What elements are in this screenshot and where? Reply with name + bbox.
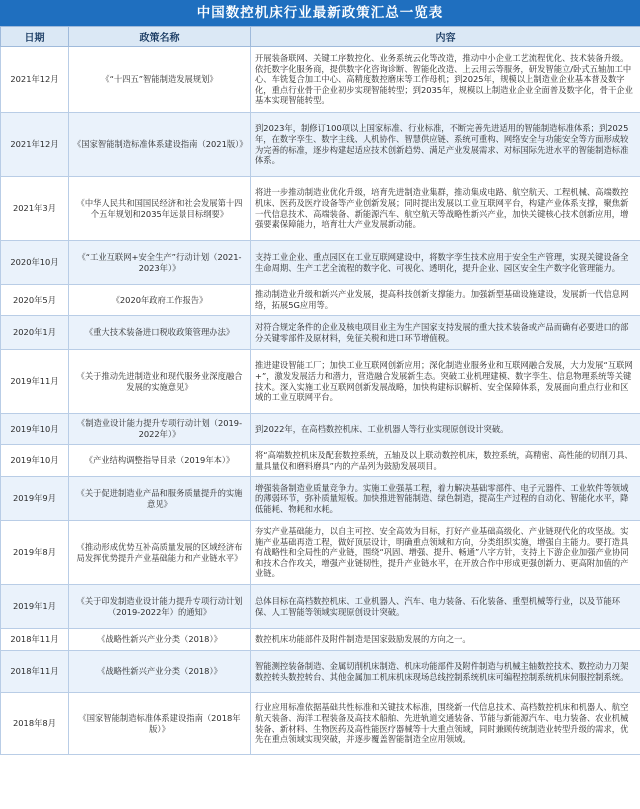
table-body: [1, 47, 640, 755]
date-cell: 2020年5月: [1, 285, 69, 316]
date-cell: 2021年3月: [1, 177, 69, 241]
content-cell: 开展装备联网、关键工序数控化、业务系统云化等改造，推动中小企业工艺流程优化、技术装备升级。依托数字化服务商，提供数字化咨询诊断、智能化改造、上云用云等服务，研发智能立/卧式五轴加工中心、车铣复合加工中心、高精度数控磨床等工作母机；到2025年，规模以上制造业企业基本普及数字化，重点行业骨干企业初步实现智能转型；到2035年，规模以上制造业企业全面普及数字化，骨干企业基本实现智能转型。: [251, 47, 640, 113]
content-cell: 支持工业企业、重点园区在工业互联网建设中，将数字孪生技术应用于安全生产管理，实现关键设备全生命周期、生产工艺全流程的数字化、可视化、透明化，提升企业、园区安全生产数字化管理能力。: [251, 241, 640, 285]
content-cell: 智能测控装备制造、金属切削机床制造、机床功能部件及附件制造与机械主轴数控技术、数控动力刀架数控转头数控转台、其他金属加工机床机床现场总线控制系统机床可编程控制系统机床伺服控制系统。: [251, 651, 640, 693]
date-cell: 2020年10月: [1, 241, 69, 285]
content-cell: 到2023年，制修订100项以上国家标准、行业标准，不断完善先进适用的智能制造标准体系；到2025年，在数字孪生、数字主线、人机协作、智慧供应链、系统可重构、网络安全与功能安全等方面形成较为完善的标准，逐步构建起适应技术创新趋势、满足产业发展需求、对标国际先进水平的智能制造标准体系。: [251, 113, 640, 177]
table-header-row: [1, 27, 640, 47]
table-row: [1, 629, 640, 651]
table-row: [1, 316, 640, 350]
table-row: [1, 350, 640, 414]
table-row: [1, 651, 640, 693]
header-date: 日期: [1, 27, 69, 47]
table-row: [1, 285, 640, 316]
date-cell: 2019年8月: [1, 521, 69, 585]
content-cell: 夯实产业基础能力，以自主可控、安全高效为目标，打好产业基础高级化、产业链现代化的攻坚战。实施产业基础再造工程，做好顶层设计，明确重点领域和方向，分类组织实施，增强自主能力。要打造具有战略性和全局性的产业链，围绕“巩固、增强、提升、畅通”八字方针，支持上下游企业加强产业协同和技术合作攻关，增强产业链韧性，提升产业链水平，在开放合作中形成更强创新力、更高附加值的产业链。: [251, 521, 640, 585]
table-row: [1, 241, 640, 285]
policy-name-cell: 《战略性新兴产业分类（2018）》: [69, 629, 251, 651]
date-cell: 2019年9月: [1, 477, 69, 521]
content-cell: 行业应用标准依据基础共性标准和关键技术标准，围绕新一代信息技术、高档数控机床和机器人、航空航天装备、海洋工程装备及高技术船舶、先进轨道交通装备、节能与新能源汽车、电力装备、农业机械装备、新材料、生物医药及高性能医疗器械等十大重点领域，同时兼顾传统制造业转型升级的需求，优先在重点领域实现突破，并逐步覆盖智能制造全应用领域。: [251, 693, 640, 755]
date-cell: 2018年11月: [1, 651, 69, 693]
date-cell: 2019年10月: [1, 414, 69, 445]
content-cell: 总体目标在高档数控机床、工业机器人、汽车、电力装备、石化装备、重型机械等行业，以及节能环保、人工智能等领域实现原创设计突破。: [251, 585, 640, 629]
table-row: [1, 177, 640, 241]
content-cell: 推动制造业升级和新兴产业发展，提高科技创新支撑能力。加强新型基础设施建设，发展新一代信息网络，拓展5G应用等。: [251, 285, 640, 316]
policy-name-cell: 《国家智能制造标准体系建设指南（2018年版）》: [69, 693, 251, 755]
content-cell: 将“高端数控机床及配套数控系统，五轴及以上联动数控机床，数控系统，高精密、高性能的切削刀具、量具量仪和磨料磨具”内的产品列为鼓励发展项目。: [251, 445, 640, 477]
policy-name-cell: 《关于推动先进制造业和现代服务业深度融合发展的实施意见》: [69, 350, 251, 414]
header-content: 内容: [251, 27, 640, 47]
policy-name-cell: 《关于印发制造业设计能力提升专项行动计划（2019-2022年）的通知》: [69, 585, 251, 629]
policy-table: [0, 26, 640, 755]
table-row: [1, 693, 640, 755]
policy-name-cell: 《制造业设计能力提升专项行动计划（2019-2022年）》: [69, 414, 251, 445]
table-row: [1, 521, 640, 585]
table-row: [1, 47, 640, 113]
table-row: [1, 585, 640, 629]
header-policy-name: 政策名称: [69, 27, 251, 47]
table-row: [1, 414, 640, 445]
date-cell: 2020年1月: [1, 316, 69, 350]
content-cell: 推进建设智能工厂；加快工业互联网创新应用；深化制造业服务业和互联网融合发展，大力发展“互联网+”，激发发展活力和潜力，营造融合发展新生态。突破工业机理建模、数字孪生、信息物理系统等关键技术。深入实施工业互联网创新发展战略，加快构建标识解析、安全保障体系，发展面向重点行业和区域的工业互联网平台。: [251, 350, 640, 414]
table-row: [1, 477, 640, 521]
content-cell: 对符合规定条件的企业及核电项目业主为生产国家支持发展的重大技术装备或产品而确有必要进口的部分关键零部件及原材料，免征关税和进口环节增值税。: [251, 316, 640, 350]
table-row: [1, 113, 640, 177]
policy-name-cell: 《关于促进制造业产品和服务质量提升的实施意见》: [69, 477, 251, 521]
date-cell: 2018年11月: [1, 629, 69, 651]
policy-name-cell: 《重大技术装备进口税收政策管理办法》: [69, 316, 251, 350]
date-cell: 2019年1月: [1, 585, 69, 629]
policy-name-cell: 《“十四五”智能制造发展规划》: [69, 47, 251, 113]
content-cell: 将进一步推动制造业优化升级，培育先进制造业集群，推动集成电路、航空航天、工程机械、高端数控机床、医药及医疗设备等产业创新发展；同时提出发展以工业互联网平台，构建产业体系支撑，聚焦新一代信息技术、高端装备、新能源汽车、航空航天等战略性新兴产业，加快关键核心技术创新应用，增强要素保障能力，培育壮大产业发展新动能。: [251, 177, 640, 241]
policy-name-cell: 《产业结构调整指导目录（2019年本）》: [69, 445, 251, 477]
policy-name-cell: 《战略性新兴产业分类（2018）》: [69, 651, 251, 693]
date-cell: 2019年11月: [1, 350, 69, 414]
policy-name-cell: 《中华人民共和国国民经济和社会发展第十四个五年规划和2035年远景目标纲要》: [69, 177, 251, 241]
table-row: [1, 445, 640, 477]
policy-name-cell: 《“工业互联网+安全生产”行动计划（2021-2023年）》: [69, 241, 251, 285]
date-cell: 2019年10月: [1, 445, 69, 477]
date-cell: 2021年12月: [1, 47, 69, 113]
content-cell: 数控机床功能部件及附件制造是国家鼓励发展的方向之一。: [251, 629, 640, 651]
page-title: 中国数控机床行业最新政策汇总一览表: [0, 0, 640, 26]
content-cell: 增强装备制造业质量竞争力。实施工业强基工程，着力解决基础零部件、电子元器件、工业软件等领域的薄弱环节，弥补质量短板。加快推进智能制造、绿色制造，提高生产过程的自动化、智能化水平，降低能耗、物耗和水耗。: [251, 477, 640, 521]
policy-name-cell: 《推动形成优势互补高质量发展的区域经济布局发挥优势提升产业基础能力和产业链水平》: [69, 521, 251, 585]
content-cell: 到2022年，在高档数控机床、工业机器人等行业实现原创设计突破。: [251, 414, 640, 445]
date-cell: 2018年8月: [1, 693, 69, 755]
date-cell: 2021年12月: [1, 113, 69, 177]
policy-name-cell: 《2020年政府工作报告》: [69, 285, 251, 316]
policy-name-cell: 《国家智能制造标准体系建设指南（2021版）》: [69, 113, 251, 177]
